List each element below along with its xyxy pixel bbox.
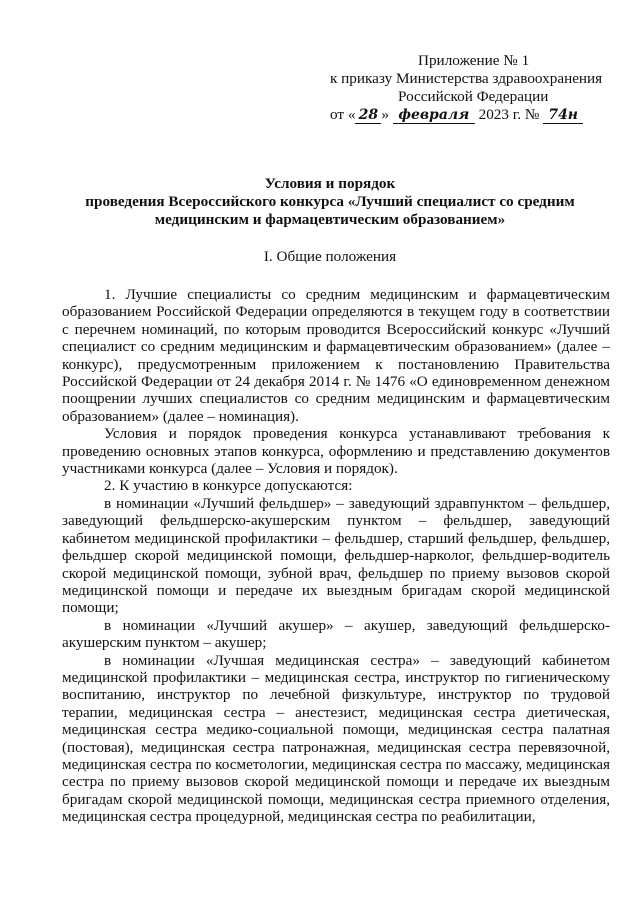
document-body <box>62 286 610 826</box>
paragraph-1: 1. Лучшие специалисты со средним медицинским и фармацевтическим образованием Российской Федерации определяются в текущем году в соответствии с перечнем номинаций, по которым проводится Всероссийский конкурс «Лучший специалист со средним медицинским и фармацевтическим образованием» (далее – конкурс), предусмотренным приложением к постановлению Правительства Российской Федерации от 24 декабря 2014 г. № 1476 «О единовременном денежном поощрении лучших специалистов со средним медицинским и фармацевтическим образованием» (далее – номинация). <box>62 286 610 425</box>
order-number-handwritten: 74н <box>543 108 583 124</box>
paragraph-6: в номинации «Лучшая медицинская сестра» – заведующий кабинетом медицинской профилактики – медицинская сестра, инструктор по гигиеническому воспитанию, инструктор по лечебной физкультуре, инструктор по трудовой терапии, медицинская сестра – анестезист, медицинская сестра диетическая, медицинская сестра медико-социальной помощи, медицинская сестра палатная (постовая), медицинская сестра патронажная, медицинская сестра перевязочной, медицинская сестра по косметологии, медицинская сестра по массажу, медицинская сестра по приему вызовов скорой медицинской помощи и передаче их выездным бригадам скорой медицинской помощи, медицинская сестра приемного отделения, медицинская сестра процедурной, медицинская сестра по реабилитации, <box>62 651 610 826</box>
paragraph-4: в номинации «Лучший фельдшер» – заведующий здравпунктом – фельдшер, заведующий фельдшерско-акушерским пунктом – фельдшер, заведующий кабинетом медицинской профилактики – фельдшер, старший фельдшер, фельдшер, фельдшер скорой медицинской помощи, фельдшер-нарколог, фельдшер-водитель скорой медицинской помощи, зубной врач, фельдшер по приему вызовов скорой медицинской помощи и передаче их выездным бригадам скорой медицинской помощи; <box>62 494 610 617</box>
paragraph-2: Условия и порядок проведения конкурса устанавливают требования к проведению основных этапов конкурса, оформлению и представлению документов участниками конкурса (далее – Условия и порядок). <box>62 425 610 478</box>
title-line-2: проведения Всероссийского конкурса «Лучший специалист со средним <box>85 193 575 210</box>
appendix-order-ref: к приказу Министерства здравоохранения <box>330 70 603 87</box>
date-year: 2023 г. № <box>478 106 540 123</box>
appendix-header <box>330 52 610 124</box>
date-prefix: от « <box>330 106 356 123</box>
appendix-date-line <box>330 106 610 124</box>
date-quote: » <box>381 106 390 123</box>
document-title <box>60 175 600 229</box>
date-day-handwritten: 28 <box>355 108 381 124</box>
section-heading: I. Общие положения <box>263 248 397 265</box>
title-line-1: Условия и порядок <box>264 175 396 192</box>
appendix-ministry: Российской Федерации <box>398 88 549 105</box>
date-month-handwritten: февраля <box>393 108 475 124</box>
title-line-3: медицинским и фармацевтическим образованием» <box>154 211 506 228</box>
paragraph-3: 2. К участию в конкурсе допускаются: <box>104 477 353 495</box>
appendix-label: Приложение № 1 <box>418 52 530 69</box>
paragraph-5: в номинации «Лучший акушер» – акушер, заведующий фельдшерско-акушерским пунктом – акушер; <box>62 616 610 652</box>
